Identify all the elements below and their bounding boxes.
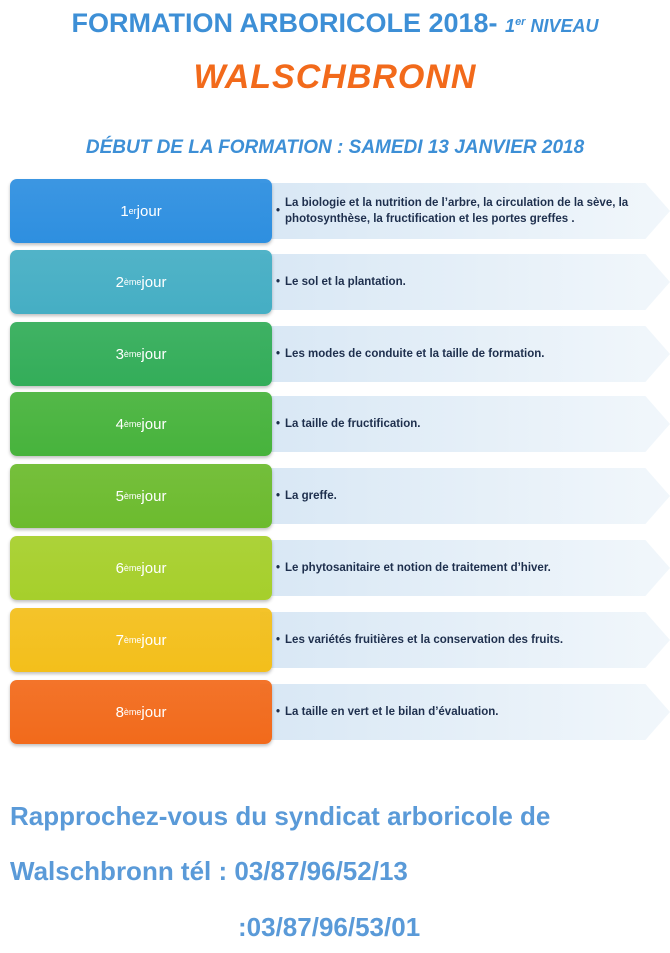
level-text: NIVEAU xyxy=(525,16,599,36)
day-description xyxy=(276,179,646,243)
day-number: 2 xyxy=(115,273,124,291)
day-topic: La greffe. xyxy=(285,490,337,502)
city: WALSCHBRONN xyxy=(193,58,477,96)
day-label: jour xyxy=(141,631,167,649)
bullet-icon: • xyxy=(276,205,281,217)
day-box xyxy=(10,464,272,528)
contact-line-1: Rapprochez-vous du syndicat arboricole de xyxy=(10,801,551,831)
day-suffix: ème xyxy=(123,635,142,645)
day-row xyxy=(10,464,670,528)
day-number: 4 xyxy=(115,415,124,433)
day-row xyxy=(10,179,670,243)
level xyxy=(505,16,598,36)
day-box xyxy=(10,392,272,456)
day-description xyxy=(276,250,646,314)
day-row xyxy=(10,250,670,314)
start-date: DÉBUT DE LA FORMATION : SAMEDI 13 JANVIER 2018 xyxy=(85,137,585,158)
day-label: jour xyxy=(136,202,162,220)
day-topic: La biologie et la nutrition de l’arbre, la circulation de la sève, la photosynthèse, la fructification et les portes greffes . xyxy=(285,197,629,225)
bullet-icon: • xyxy=(276,706,281,718)
day-box xyxy=(10,680,272,744)
day-number: 5 xyxy=(115,487,124,505)
bullet-icon: • xyxy=(276,634,281,646)
day-topic: Le sol et la plantation. xyxy=(285,276,406,288)
day-suffix: ème xyxy=(123,419,142,429)
day-row xyxy=(10,608,670,672)
day-row xyxy=(10,392,670,456)
bullet-icon: • xyxy=(276,276,281,288)
day-box xyxy=(10,250,272,314)
day-description xyxy=(276,536,646,600)
day-suffix: ème xyxy=(123,277,142,287)
day-description xyxy=(276,608,646,672)
day-number: 1 xyxy=(120,202,129,220)
day-box xyxy=(10,179,272,243)
day-description xyxy=(276,680,646,744)
bullet-icon: • xyxy=(276,418,281,430)
day-number: 7 xyxy=(115,631,124,649)
title-text: FORMATION ARBORICOLE 2018- xyxy=(71,8,498,38)
day-row xyxy=(10,536,670,600)
day-suffix: ème xyxy=(123,707,142,717)
contact-line-3: :03/87/96/53/01 xyxy=(238,912,421,942)
day-number: 8 xyxy=(115,703,124,721)
day-number: 3 xyxy=(115,345,124,363)
day-description xyxy=(276,464,646,528)
bullet-icon: • xyxy=(276,562,281,574)
day-box xyxy=(10,608,272,672)
day-row xyxy=(10,680,670,744)
day-topic: Le phytosanitaire et notion de traitement d’hiver. xyxy=(285,562,551,574)
day-topic: Les modes de conduite et la taille de formation. xyxy=(285,348,545,360)
day-row xyxy=(10,322,670,386)
day-description xyxy=(276,392,646,456)
day-number: 6 xyxy=(115,559,124,577)
day-suffix: ème xyxy=(123,349,142,359)
day-label: jour xyxy=(141,273,167,291)
level-suffix: er xyxy=(515,16,526,28)
day-label: jour xyxy=(141,415,167,433)
level-number: 1 xyxy=(505,16,516,36)
day-topic: Les variétés fruitières et la conservation des fruits. xyxy=(285,634,564,646)
day-suffix: ème xyxy=(123,491,142,501)
bullet-icon: • xyxy=(276,490,281,502)
day-label: jour xyxy=(141,703,167,721)
day-suffix: ème xyxy=(123,563,142,573)
day-box xyxy=(10,322,272,386)
day-label: jour xyxy=(141,345,167,363)
contact-line-2: Walschbronn tél : 03/87/96/52/13 xyxy=(10,856,408,886)
day-label: jour xyxy=(141,559,167,577)
day-box xyxy=(10,536,272,600)
day-suffix: er xyxy=(128,206,137,216)
day-topic: La taille en vert et le bilan d’évaluation. xyxy=(285,706,499,718)
day-description xyxy=(276,322,646,386)
bullet-icon: • xyxy=(276,348,281,360)
title xyxy=(0,8,670,39)
day-topic: La taille de fructification. xyxy=(285,418,421,430)
day-label: jour xyxy=(141,487,167,505)
